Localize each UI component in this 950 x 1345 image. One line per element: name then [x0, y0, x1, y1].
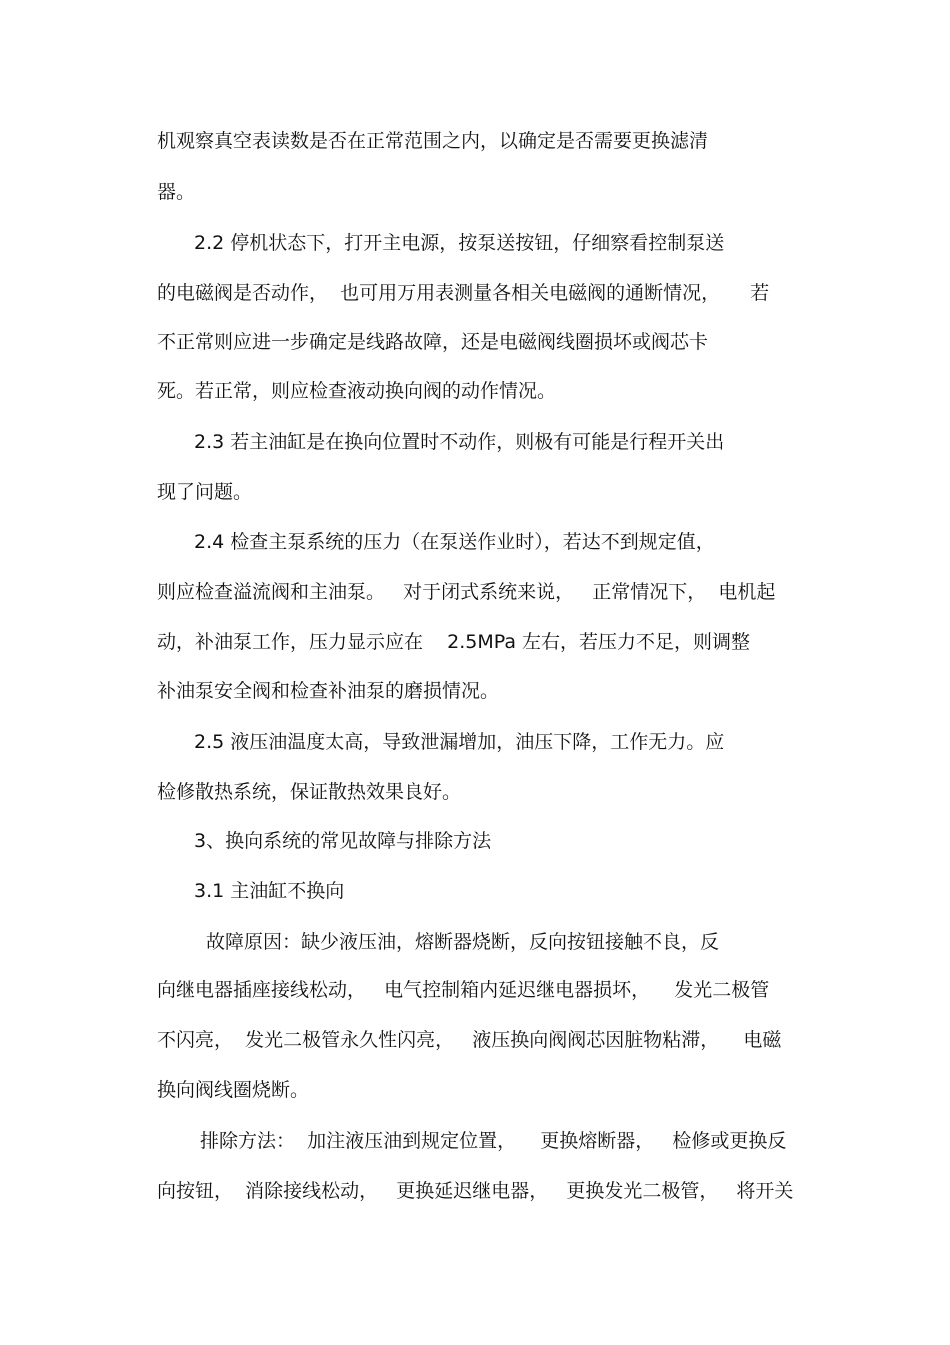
text-line: 换向阀线圈烧断。 — [157, 1079, 310, 1101]
text-line: 的电磁阀是否动作， 也可用万用表测量各相关电磁阀的通断情况， 若 — [157, 282, 770, 304]
text-line: 2.2 停机状态下，打开主电源，按泵送按钮，仔细察看控制泵送 — [194, 232, 725, 254]
text-line: 故障原因：缺少液压油，熔断器烧断，反向按钮接触不良，反 — [206, 931, 720, 953]
text-line: 器。 — [157, 181, 196, 203]
text-line: 现了问题。 — [157, 481, 253, 503]
text-line: 不正常则应进一步确定是线路故障，还是电磁阀线圈损坏或阀芯卡 — [157, 331, 709, 353]
section-heading: 3、换向系统的常见故障与排除方法 — [194, 830, 492, 852]
text-line: 动，补油泵工作，压力显示应在 2.5MPa 左右，若压力不足，则调整 — [157, 631, 751, 653]
text-line: 补油泵安全阀和检查补油泵的磨损情况。 — [157, 680, 500, 702]
text-line: 2.4 检查主泵系统的压力（在泵送作业时），若达不到规定值， — [194, 531, 715, 553]
text-line: 2.3 若主油缸是在换向位置时不动作，则极有可能是行程开关出 — [194, 431, 725, 453]
text-line: 排除方法： 加注液压油到规定位置， 更换熔断器， 检修或更换反 — [200, 1130, 787, 1152]
text-line: 向继电器插座接线松动， 电气控制箱内延迟继电器损坏， 发光二极管 — [157, 979, 770, 1001]
text-line: 2.5 液压油温度太高，导致泄漏增加，油压下降，工作无力。应 — [194, 731, 725, 753]
text-line: 则应检查溢流阀和主油泵。 对于闭式系统来说， 正常情况下， 电机起 — [157, 581, 776, 603]
text-line: 向按钮， 消除接线松动， 更换延迟继电器， 更换发光二极管， 将开关 — [157, 1180, 794, 1202]
text-line: 机观察真空表读数是否在正常范围之内，以确定是否需要更换滤清 — [157, 130, 709, 152]
text-line: 死。若正常，则应检查液动换向阀的动作情况。 — [157, 380, 557, 402]
subsection-heading: 3.1 主油缸不换向 — [194, 880, 345, 902]
text-line: 不闪亮， 发光二极管永久性闪亮， 液压换向阀阀芯因脏物粘滞， 电磁 — [157, 1029, 782, 1051]
text-line: 检修散热系统，保证散热效果良好。 — [157, 781, 462, 803]
